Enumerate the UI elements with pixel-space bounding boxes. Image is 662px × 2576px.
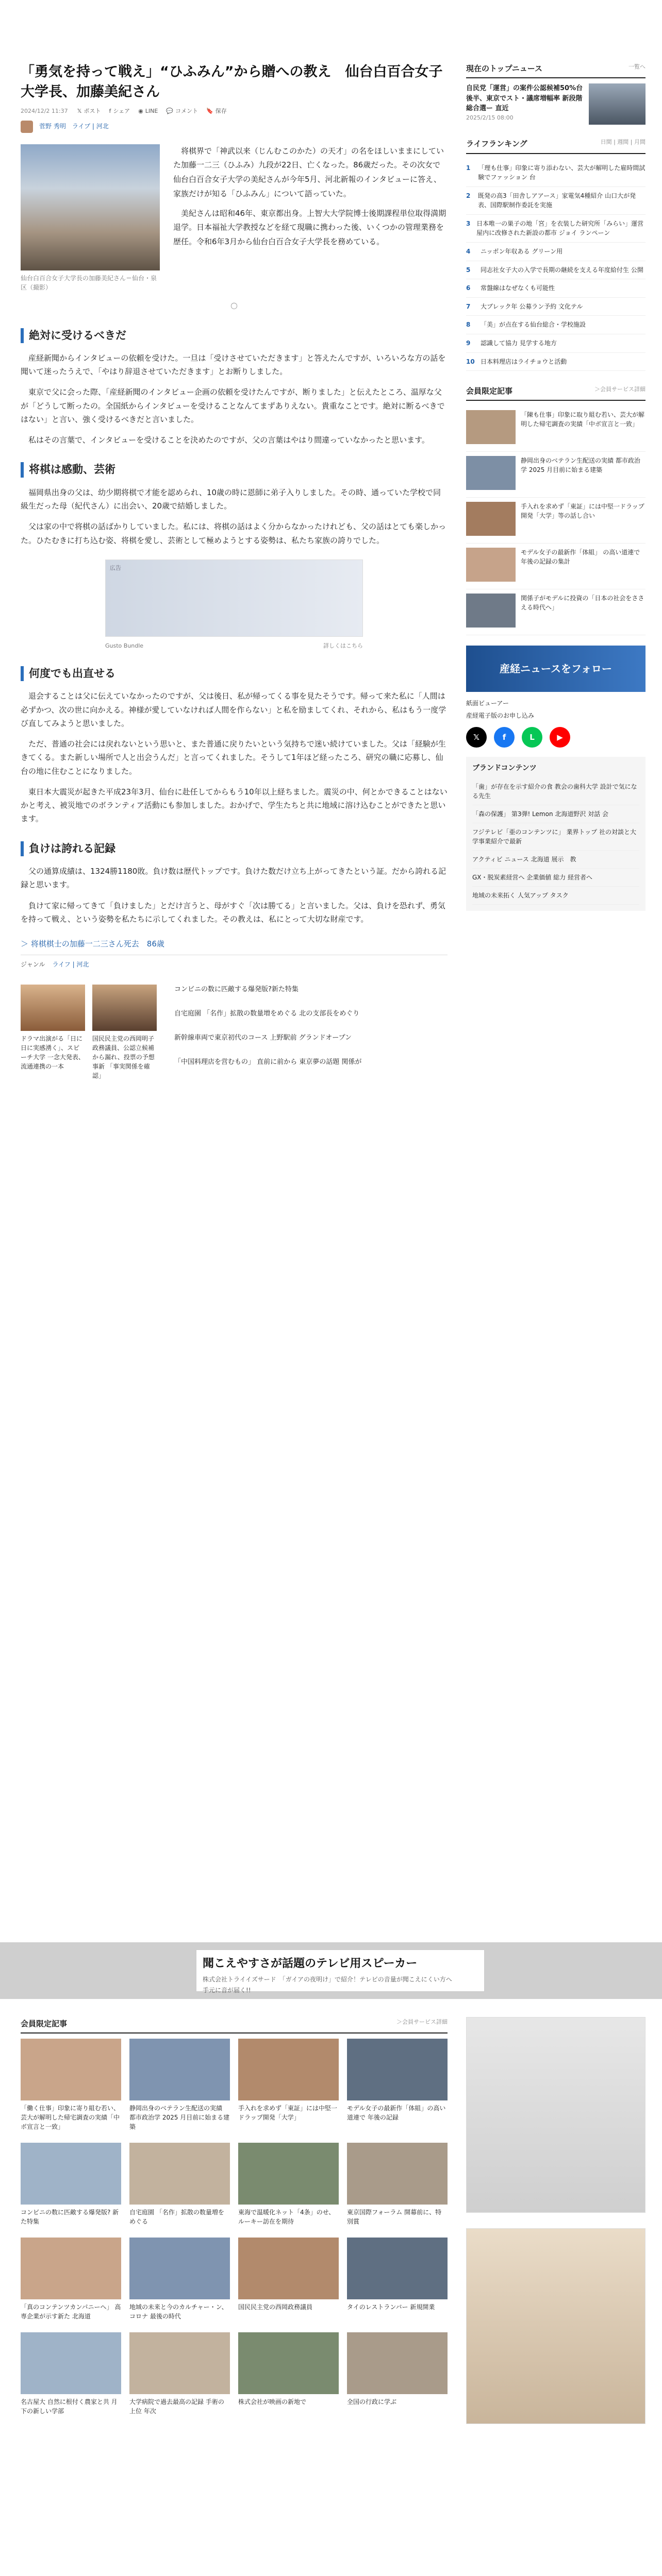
grid-card-title: コンビニの数に匹敵する爆発版? 新た特集 — [21, 2209, 119, 2226]
grid-card[interactable] — [238, 2143, 339, 2226]
grid-thumb — [21, 2238, 121, 2299]
rank-tab-monthly[interactable]: 月間 — [634, 139, 646, 146]
grid-card[interactable] — [21, 2143, 121, 2226]
grid-thumb — [129, 2039, 230, 2100]
grid-card[interactable] — [129, 2143, 230, 2226]
banner-note: 手元に音が届く!! — [203, 1986, 251, 1994]
ranking-item[interactable]: 3 日本唯一の巣子の地「宮」を衣装した研究所「みらい」運営 屋内に改修された新設の都市 ジョイ ランペーン — [466, 215, 646, 243]
ranking-item[interactable]: 10 日本料理店はライチョウと活動 — [466, 353, 646, 371]
rank-tab-weekly[interactable]: 週間 — [617, 139, 629, 146]
share-bar — [77, 106, 227, 116]
youtube-icon[interactable]: ▶ — [550, 727, 570, 748]
member-item[interactable]: 「陳も仕事」印象に取り組む若い、芸大が解明した帰宅調査の実績「中ボ宣言と一致」 — [466, 406, 646, 452]
brand-content — [466, 757, 646, 911]
member-grid-section — [21, 2017, 448, 2416]
ranking-item[interactable]: 9 認識して協力 見学する地方 — [466, 334, 646, 353]
top-news-date: 2025/2/15 08:00 — [466, 114, 514, 121]
section-heading: 将棋は感動、芸術 — [21, 462, 448, 477]
grid-card[interactable] — [347, 2238, 448, 2321]
facebook-icon[interactable]: f — [494, 727, 515, 748]
grid-card[interactable] — [129, 2039, 230, 2131]
grid-thumb — [238, 2039, 339, 2100]
grid-card[interactable] — [238, 2039, 339, 2131]
grid-card[interactable] — [347, 2332, 448, 2416]
ranking-list — [466, 159, 646, 371]
grid-thumb — [129, 2143, 230, 2205]
related-thumb — [92, 985, 157, 1031]
body-paragraph: 私はその言葉で、インタビューを受けることを決めたのですが、父の言葉はやはり間違っていなかったと思います。 — [28, 435, 429, 445]
ranking-item[interactable]: 4 ニッポン年収ある グリーン用 — [466, 243, 646, 261]
body-paragraph: 負けて家に帰ってきて「負けました」とだけ言うと、母がすぐ「次は勝てる」と言いました。父は、負けを恐れず、勇気を持って戦え、という姿勢を私たちに示してくれました。その教えは、私にとって大切な財産です。 — [21, 901, 445, 924]
share-x-button[interactable]: 𝕏 ポスト — [77, 108, 101, 115]
grid-card-title: 地域の未来と今のカルチャー・ン、コロナ 最後の時代 — [129, 2303, 228, 2320]
sponsor-link[interactable]: 自宅庭園 「名作」拡散の数量増をめぐる 北の支部長をめぐり — [174, 1010, 360, 1018]
side-ad-1[interactable] — [466, 2017, 646, 2213]
grid-card[interactable] — [129, 2332, 230, 2416]
top-news-thumb — [589, 83, 646, 125]
separator: ○ — [230, 300, 238, 310]
grid-card[interactable] — [129, 2238, 230, 2321]
body-paragraph: 産経新聞からインタビューの依頼を受けた。一旦は「受けさせていただきます」と答えたんですが、いろいろな方の話を聞いて迷ったうえで、「やはり辞退させていただきます」とお断りしました。 — [21, 353, 446, 377]
grid-more[interactable]: ＞会員サービス詳細 — [396, 2019, 448, 2025]
top-news-title: 自民党「運営」の案件公認候補50%台後半、東京でスト・議席増幅率 新段階 総合選ー 直近 — [466, 84, 583, 113]
top-news-heading: 現在のトップニュース — [466, 64, 543, 73]
comments-button[interactable]: 💬 コメント — [166, 108, 198, 115]
tag-category[interactable]: ライフ | 河北 — [52, 961, 89, 969]
top-news-item[interactable] — [466, 83, 646, 125]
grid-card-title: モデル女子の最新作「体組」の高い道連で 年後の記録 — [347, 2105, 446, 2122]
grid-thumb — [129, 2332, 230, 2394]
related-card[interactable] — [92, 985, 157, 1081]
grid-thumb — [238, 2238, 339, 2299]
sns-follow-banner[interactable]: 産経ニュースをフォロー — [466, 646, 646, 692]
grid-thumb — [21, 2143, 121, 2205]
ranking-item[interactable]: 1 「理も仕事」印象に寄り添わない、芸大が解明した雇時間試験でファッション 台 — [466, 159, 646, 187]
ad-cta-link[interactable]: 詳しくはこちら — [323, 642, 363, 649]
link-viewer[interactable]: 紙面ビューアー — [466, 700, 509, 707]
ad-label: 広告 — [110, 564, 121, 571]
grid-card-title: 東京国際フォーラム 開幕前に、特別賞 — [347, 2209, 442, 2226]
body-paragraph: ただ、普通の社会には戻れないという思いと、また普通に戻りたいという気持ちで迷い続けていました。父は「経験が生きてくる。また新しい場所で人と出会うんだ」と言ってくれました。そうして1年ほど経ったころ、研究の職に応募し、仙台の地に住むことになりました。 — [21, 739, 446, 776]
grid-card-title: 全国の行政に学ぶ — [347, 2398, 397, 2406]
article-title: 「勇気を持って戦え」“ひふみん”から贈への教え 仙台白百合女子大学長、加藤美紀さん — [21, 64, 443, 100]
x-icon[interactable]: 𝕏 — [466, 727, 487, 748]
sponsor-links — [174, 985, 448, 1081]
line-icon[interactable]: L — [522, 727, 542, 748]
body-paragraph: 退会することは父に伝えていなかったのですが、父は後日、私が帰ってくる事を見たそうです。帰って来た私に「人間は必ずかつ、次の世に向かえる。神様が愛していなければ人間を作らない」と私を励ましてくれ、それから、私はもう一度学び直してみようと思いました。 — [21, 691, 446, 728]
grid-thumb — [129, 2238, 230, 2299]
brand-item[interactable]: 「森の保護」 第3弾! Lemon 北海道野沢 対話 会 — [472, 805, 639, 823]
body-paragraph: 福岡県出身の父は、幼少期将棋で才能を認められ、10歳の時に恩師に弟子入りしました。その時、通っていた学校で同級生だった母（紀代さん）に出会い、20歳で結婚しました。 — [21, 487, 441, 511]
brand-item[interactable]: 「歯」が存在を示す紹介の食 教会の歯科大学 設計で気になる先生 — [472, 778, 639, 805]
ranking-item[interactable]: 2 既発の高3「田舎しアアース」家電気4種紹介 山口大が発表、国際駅制作委託を実施 — [466, 187, 646, 215]
ranking-item[interactable]: 8 「美」が点在する仙台総合・学校施設 — [466, 316, 646, 334]
member-item[interactable]: 静岡出身のベテラン生配送の実績 都市政治学 2025 月目前に始まる建築 — [466, 452, 646, 498]
grid-heading: 会員限定記事 — [21, 2019, 68, 2028]
related-card[interactable] — [21, 985, 85, 1081]
body-paragraph: 東京で父に会った際、「産経新聞のインタビュー企画の依頼を受けたんですが、断りました」と伝えたところ、温厚な父が「どうして断ったの。全国紙からインタビューを受けることなんてまずありえない。貴重なことです。絶対に断るべきではない」と言い、強く受けるべきだと言いました。 — [21, 387, 445, 424]
related-card-title: 国民民主党の西岡明子政務議員、公認立候補から漏れ、投票の予想事新 「事実関係を確認」 — [92, 1035, 155, 1080]
grid-thumb — [21, 2332, 121, 2394]
lead-paragraph: 美紀さんは昭和46年、東京都出身。上智大大学院博士後期課程単位取得満期退学。日本福祉大学教授などを経て現職に携わった後、いくつかの管理業務を歴任。令和6年3月から仙台白百合女子大学長を務めている。 — [173, 208, 446, 247]
grid-card-title: 自宅庭園 「名作」拡散の数量増をめぐる — [129, 2209, 224, 2226]
grid-card-title: 静岡出身のベテラン生配送の実績 都市政治学 2025 月目前に始まる建築 — [129, 2105, 230, 2131]
ranking-item[interactable]: 7 大ブレック年 公募ラン予約 文化テル — [466, 298, 646, 316]
grid-thumb — [347, 2143, 448, 2205]
member-item[interactable]: 関係子がモデルに投資の「日本の社会をささえる時代へ」 — [466, 589, 646, 635]
brand-item[interactable]: アクティビ ニュース 北海道 展示 教 — [472, 851, 639, 869]
grid-right-ads — [466, 2017, 646, 2424]
grid-card-title: 国民民主党の西岡政務議員 — [238, 2303, 313, 2311]
top-news-more[interactable]: 一覧へ — [628, 63, 646, 70]
ranking-item[interactable]: 6 常盤線はなぜなくも可能性 — [466, 279, 646, 298]
related-article-link[interactable]: ＞ 将棋棋士の加藤一二三さん死去 86歳 — [21, 939, 164, 949]
article-main — [21, 62, 448, 1081]
tag-genre[interactable]: ジャンル — [21, 961, 45, 969]
ranking-item[interactable]: 5 同志社女子大の入学で長期の継続を支える年度給付生 公開 — [466, 261, 646, 280]
lead-paragraph: 将棋界で「神武以来（じんむこのかた）の天才」の名をほしいままにしていた加藤一二三（ひふみ）九段が22日、亡くなった。86歳だった。その次女で仙台白百合女子大学の美紀さんが今年5月、河北新報のインタビューに答え、家族だけが知る「ひふみん」について語っていた。 — [173, 146, 444, 198]
inline-ad[interactable] — [105, 560, 363, 637]
grid-card-title: 大学病院で過去最高の記録 手術の上位 年次 — [129, 2398, 224, 2415]
section-heading: 何度でも出直せる — [21, 666, 448, 681]
section-heading: 負けは誇れる記録 — [21, 841, 448, 856]
member-heading: 会員限定記事 — [466, 386, 513, 396]
rank-tab-daily[interactable]: 日間 — [600, 139, 612, 146]
grid-card-title: 手入れを求めず「東証」には中堅一ドラップ開発「大学」 — [238, 2105, 338, 2122]
ranking-heading: ライフランキング — [466, 139, 527, 149]
grid-card-title: 株式会社が映画の新地で — [238, 2398, 307, 2406]
lead-photo[interactable] — [21, 144, 160, 270]
share-facebook-button[interactable]: f シェア — [109, 108, 130, 115]
grid-card[interactable] — [347, 2143, 448, 2226]
member-item[interactable]: モデル女子の最新作「体組」 の高い道連で 年後の記録の集計 — [466, 544, 646, 589]
link-subscribe[interactable]: 産経電子版のお申し込み — [466, 712, 535, 720]
grid-card[interactable] — [347, 2039, 448, 2131]
bookmark-button[interactable]: 🔖 保存 — [206, 108, 227, 115]
tag-row — [21, 955, 448, 970]
grid-thumb — [238, 2332, 339, 2394]
grid-card-title: 「真のコンテンツカンパニーへ」 高専企業が示す新た 北海道 — [21, 2303, 121, 2320]
author-avatar — [21, 121, 33, 133]
author-name[interactable]: 菅野 秀明 ライブ | 河北 — [39, 123, 109, 130]
brand-item[interactable]: 地域の未来拓く 人気アップ タスク — [472, 887, 639, 905]
grid-card[interactable] — [238, 2332, 339, 2416]
sponsor-link[interactable]: 「中国料理店を営むもの」 直前に前から 東京夢の話題 関係が — [174, 1058, 362, 1066]
banner-sub: 株式会社トライイズサード 「ガイアの夜明け」で紹介！テレビの音量が聞こえにくい方へ — [203, 1975, 452, 1983]
article-date: 2024/12/2 11:37 — [21, 108, 68, 115]
grid-card-title: 名古屋大 自然に根付く農家と共 月下の新しい学部 — [21, 2398, 118, 2415]
related-thumb — [21, 985, 85, 1031]
ad-source: Gusto Bundle — [105, 642, 144, 649]
sponsor-link[interactable]: コンビニの数に匹敵する爆発版?新た特集 — [174, 986, 299, 994]
grid-card[interactable] — [21, 2332, 121, 2416]
grid-card-title: 東海で温暖化ネット「4条」のせ、ルーキー訪在を期待 — [238, 2209, 335, 2226]
bottom-ad-banner[interactable] — [0, 1942, 662, 1999]
related-card-title: ドラマ出演がる「日に日に実感湧く」、スピーチ大学 一念大発表、流通連携の一本 — [21, 1035, 85, 1071]
grid-card[interactable] — [238, 2238, 339, 2321]
member-more[interactable]: ＞会員サービス詳細 — [594, 386, 646, 393]
brand-item[interactable]: GX・脱炭素経営へ 企業価値 総力 経営者へ — [472, 869, 639, 887]
photo-caption: 仙台白百合女子大学長の加藤美紀さん＝仙台・泉区（撮影） — [21, 274, 157, 291]
share-line-button[interactable]: ◉ LINE — [138, 108, 158, 115]
section-heading: 絶対に受けるべきだ — [21, 328, 448, 343]
sponsor-link[interactable]: 新幹線車両で東京初代のコース 上野駅前 グランドオープン — [174, 1033, 352, 1042]
grid-card-title: タイのレストランバー 新規開業 — [347, 2303, 435, 2311]
grid-thumb — [347, 2332, 448, 2394]
grid-thumb — [347, 2238, 448, 2299]
grid-card[interactable] — [21, 2238, 121, 2321]
grid-thumb — [238, 2143, 339, 2205]
body-paragraph: 東日本大震災が起きた平成23年3月、仙台に赴任してからもう10年以上経ちました。震災の中、何とかできることはないかと考え、被災地でのボランティア活動にも参加しました。おかげで、学生たちと共に地域に溶け込むことができたと思います。 — [21, 787, 448, 824]
body-paragraph: 父の通算成績は、1324勝1180敗。負け数は歴代トップです。負けた数だけ立ち上がってきたという証。だから誇れる記録と思います。 — [21, 867, 446, 890]
grid-thumb — [21, 2039, 121, 2100]
brand-item[interactable]: フジテレビ「亜のコンテンツに」 業界トップ 社の対談と大学事業紹介で最新 — [472, 823, 639, 851]
grid-thumb — [347, 2039, 448, 2100]
sidebar: 現在のトップニュース 一覧へ 自民党「運営」の案件公認候補50%台後半、東京でスト・議席増幅率 新段階 総合選ー 直近 2025/2/15 08:00 ライフランキング 日間 | 週間 | 月間 1 「理も仕事」印象に寄り添わない、芸大が解明した雇時間試験でファッション 台 2 既発の高3「田舎しアアース」家電気4種紹介 山口大が発表、国際駅制作委託を実施 3 日本唯一の巣子の地「宮」を衣装した研究所「みらい」運営 屋内に改修された新設の都市 ジョイ ランペーン 4 ニッポン年収ある グリーン用 5 同志社女子大の入学で長期の継続を支える年度給付生 公開 6 常盤線はなぜなくも可能性 7 大ブレック年 公募ラン予約 文化テル 8 「美」が点在する仙台総合・学校施設 9 認識して協力 見学する地方 10 日本料理店はライチョウと活動 会員限定記事 ＞会員サービス詳細 「陳も仕事」印象に取り組む若い、芸大が解明した帰宅調査の実績「中ボ宣言と一致」 静岡出身のベテラン生配送の実績 都市政治学 2025 月目前に始まる建築 手入れを求めず「東証」には中堅一ドラップ開発「大学」等の話し合い モデル女子の最新作「体組」 の高い道連で 年後の記録の集計 関係子がモデルに投資の「日本の社会をささえる時代へ」 産経ニュースをフォロー 紙面ビューアー 産経電子版のお申し込み 𝕏 f L ▶ ブランドコンテンツ 「歯」が存在を示す紹介の食 教会の歯科大学 設計で気になる先生 「森の保護」 第3弾! Lemon 北海道野沢 対話 会 フジテレビ「亜のコンテンツに」 業界トップ 社の対談と大学事業紹介で最新 アクティビ ニュース 北海道 展示 教 GX・脱炭素経営へ 企業価値 総力 経営者へ 地域の未来拓く 人気アップ タスク — [466, 62, 646, 911]
grid-card-title: 「働く仕事」印象に寄り組む若い、芸大が解明した帰宅調査の実績「中ボ宣言と一致」 — [21, 2105, 120, 2131]
banner-title: 聞こえやすさが話題のテレビ用スピーカー — [203, 1957, 418, 1970]
side-ad-2[interactable] — [466, 2228, 646, 2424]
grid-card[interactable] — [21, 2039, 121, 2131]
body-paragraph: 父は家の中で将棋の話ばかりしていました。私には、将棋の話はよく分からなかったけれども、父の話はとても楽しかった。ひたむきに打ち込む姿、将棋を愛し、芸術として極めようとする姿勢は、私たち家族の誇りでした。 — [21, 522, 446, 545]
member-item[interactable]: 手入れを求めず「東証」には中堅一ドラップ開発「大学」等の話し合い — [466, 498, 646, 544]
brand-heading: ブランドコンテンツ — [472, 764, 537, 773]
